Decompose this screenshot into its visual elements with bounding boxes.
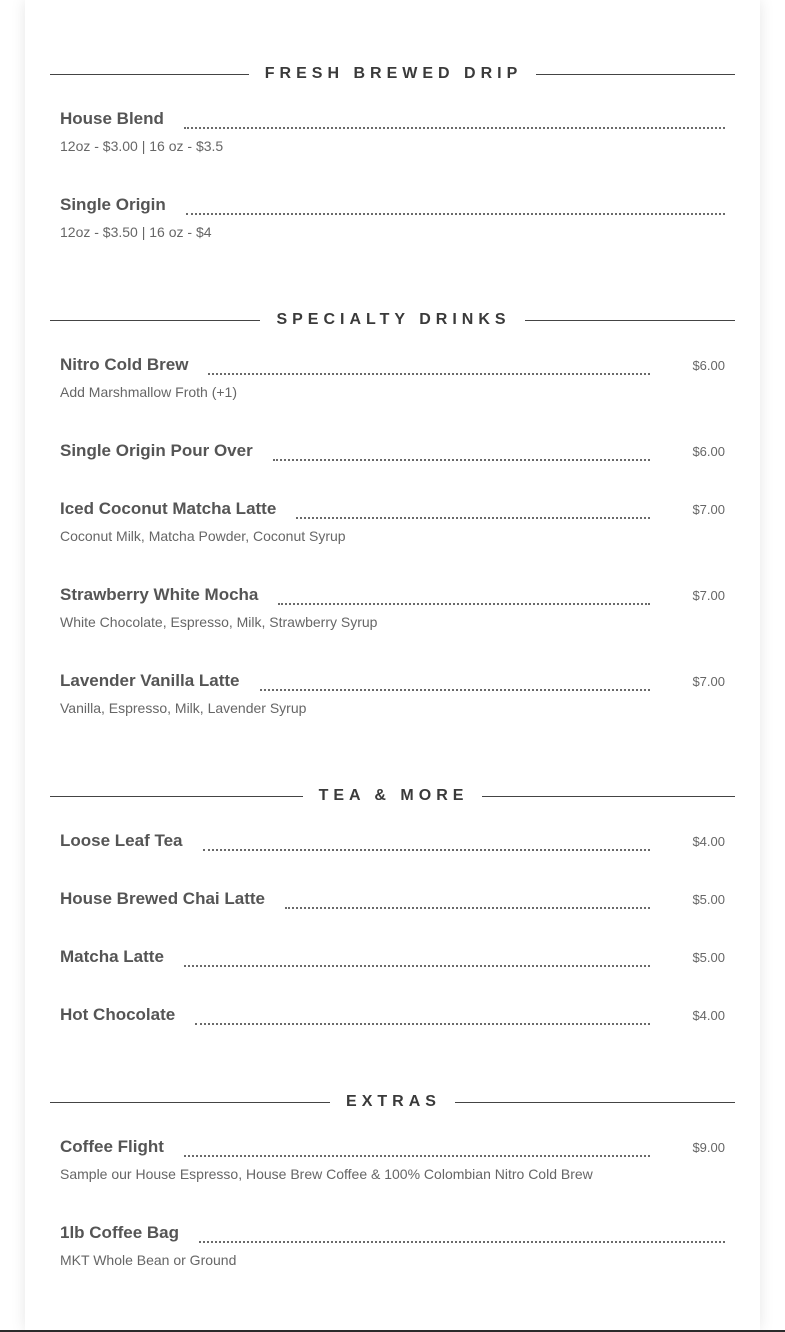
item-name: Single Origin Pour Over <box>60 441 253 460</box>
dot-leader <box>260 675 650 691</box>
dot-leader <box>184 113 725 129</box>
menu-item-iced-coconut-matcha <box>60 499 725 544</box>
item-name: Matcha Latte <box>60 947 164 966</box>
divider <box>482 796 735 797</box>
menu-item-house-blend <box>60 109 725 154</box>
item-name: Strawberry White Mocha <box>60 585 259 604</box>
divider <box>455 1102 735 1103</box>
dot-leader <box>184 1141 650 1157</box>
divider <box>536 74 735 75</box>
dot-leader <box>195 1009 650 1025</box>
menu-item-loose-leaf-tea <box>60 831 725 853</box>
divider <box>50 796 303 797</box>
item-description: Sample our House Espresso, House Brew Coffee & 100% Colombian Nitro Cold Brew <box>60 1166 593 1182</box>
menu-item-nitro-cold-brew <box>60 355 725 400</box>
divider <box>525 320 735 321</box>
item-price: $4.00 <box>692 1008 725 1023</box>
section-title: EXTRAS <box>346 1093 441 1110</box>
item-price: $6.00 <box>692 358 725 373</box>
item-description: 12oz - $3.50 | 16 oz - $4 <box>60 224 212 240</box>
dot-leader <box>186 199 725 215</box>
item-description: Vanilla, Espresso, Milk, Lavender Syrup <box>60 700 307 716</box>
item-description: Add Marshmallow Froth (+1) <box>60 384 238 400</box>
item-name: House Brewed Chai Latte <box>60 889 265 908</box>
item-name: Lavender Vanilla Latte <box>60 671 240 690</box>
item-name: Hot Chocolate <box>60 1005 176 1024</box>
menu-item-chai-latte <box>60 889 725 911</box>
menu-item-pour-over <box>60 441 725 463</box>
item-name: 1lb Coffee Bag <box>60 1223 180 1242</box>
dot-leader <box>199 1227 725 1243</box>
item-name: Loose Leaf Tea <box>60 831 183 850</box>
menu-item-coffee-flight <box>60 1137 725 1182</box>
item-price: $9.00 <box>692 1140 725 1155</box>
item-price: $5.00 <box>692 950 725 965</box>
item-description: MKT Whole Bean or Ground <box>60 1252 237 1268</box>
menu-item-coffee-bag <box>60 1223 725 1268</box>
divider <box>50 74 249 75</box>
menu-item-matcha-latte <box>60 947 725 969</box>
item-name: Nitro Cold Brew <box>60 355 189 374</box>
item-price: $7.00 <box>692 502 725 517</box>
menu-item-strawberry-mocha <box>60 585 725 630</box>
dot-leader <box>296 503 650 519</box>
item-description: Coconut Milk, Matcha Powder, Coconut Syrup <box>60 528 346 544</box>
section-title: FRESH BREWED DRIP <box>264 65 523 82</box>
divider <box>50 1102 330 1103</box>
menu-item-single-origin <box>60 195 725 240</box>
item-description: 12oz - $3.00 | 16 oz - $3.5 <box>60 138 224 154</box>
dot-leader <box>278 589 650 605</box>
item-price: $6.00 <box>692 444 725 459</box>
dot-leader <box>285 893 650 909</box>
section-header-drip <box>50 64 735 84</box>
dot-leader <box>203 835 651 851</box>
item-name: Coffee Flight <box>60 1137 164 1156</box>
item-price: $5.00 <box>692 892 725 907</box>
section-header-specialty <box>50 310 735 330</box>
menu-item-hot-chocolate <box>60 1005 725 1027</box>
divider <box>50 320 260 321</box>
section-title: SPECIALTY DRINKS <box>276 311 511 328</box>
item-price: $7.00 <box>692 674 725 689</box>
item-description: White Chocolate, Espresso, Milk, Strawberry Syrup <box>60 614 378 630</box>
dot-leader <box>273 445 650 461</box>
dot-leader <box>184 951 650 967</box>
dot-leader <box>208 359 650 375</box>
section-header-tea <box>50 786 735 806</box>
menu-item-lavender-latte <box>60 671 725 716</box>
section-title: TEA & MORE <box>318 787 469 804</box>
item-price: $4.00 <box>692 834 725 849</box>
item-price: $7.00 <box>692 588 725 603</box>
item-name: Single Origin <box>60 195 166 214</box>
item-name: Iced Coconut Matcha Latte <box>60 499 277 518</box>
section-header-extras <box>50 1092 735 1112</box>
item-name: House Blend <box>60 109 164 128</box>
